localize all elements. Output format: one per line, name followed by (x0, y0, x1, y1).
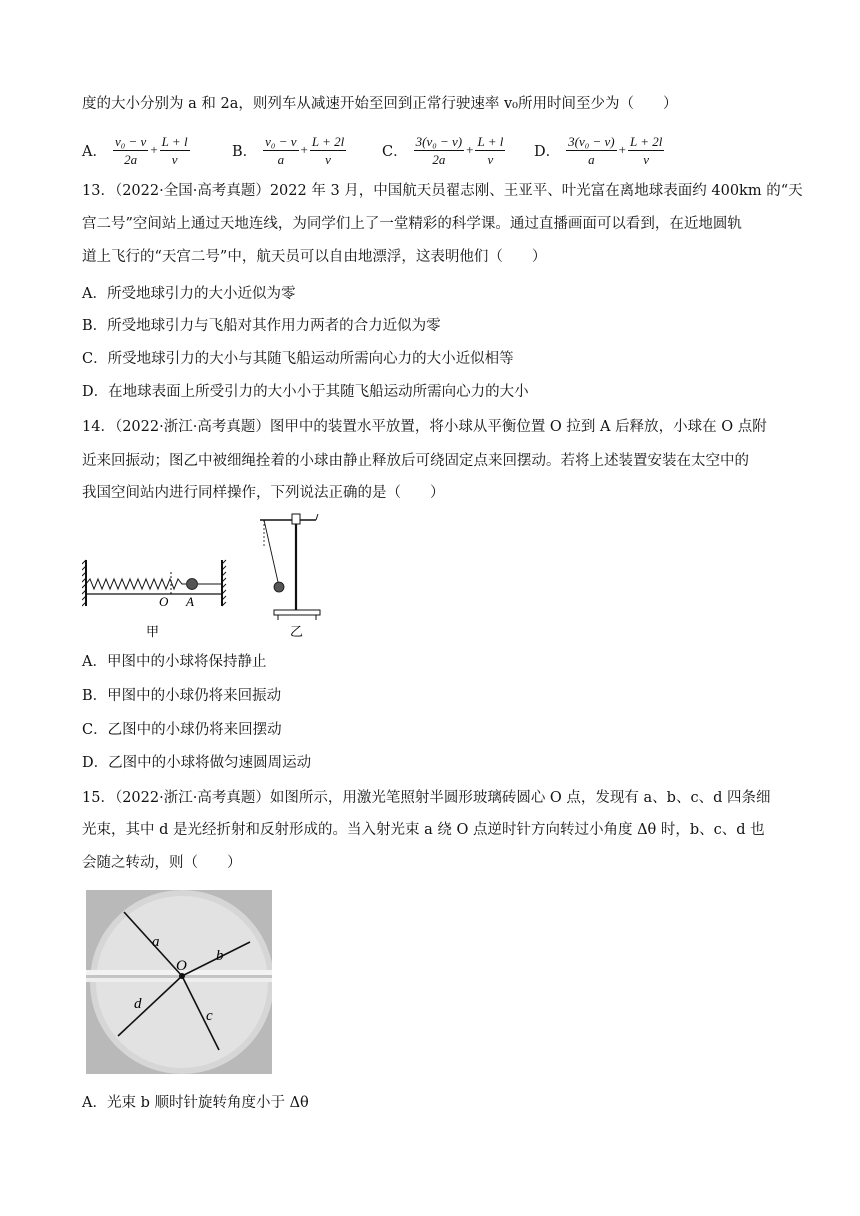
q12-stem-tail: 度的大小分别为 a 和 2a，则列车从减速开始至回到正常行驶速率 v₀所用时间至少为（ ） (82, 96, 678, 112)
q14-stem-line-3: 我国空间站内进行同样操作，下列说法正确的是（ ） (82, 485, 445, 501)
label-b: b (216, 948, 224, 964)
option-label: B． (232, 143, 258, 160)
q12-option-a[interactable]: A． $\frac{\text{v₀ − v}}{2a}$ + $\frac{L + l}{v}$ (82, 133, 188, 167)
q15-stem-line-1: 15．（2022·浙江·高考真题）如图所示，用激光笔照射半圆形玻璃砖圆心 O 点，发现有 a、b、c、d 四条细 (82, 790, 771, 806)
fraction: $\frac{L + 2l}{v}$ (629, 133, 663, 167)
q14-option-a[interactable]: A．甲图中的小球将保持静止 (82, 654, 267, 670)
q13-option-b[interactable]: B．所受地球引力与飞船对其作用力两者的合力近似为零 (82, 318, 441, 334)
label-o: O (176, 958, 187, 974)
q12-option-d[interactable]: D． $\frac{\text{3(v₀ − v)}}{a}$ + $\frac{L + 2l}{v}$ (534, 133, 663, 167)
q15-option-a[interactable]: A．光束 b 顺时针旋转角度小于 Δθ (82, 1095, 309, 1111)
q14-stem-line-2: 近来回振动；图乙中被细绳拴着的小球由静止释放后可绕固定点来回摆动。若将上述装置安装在太空中的 (82, 453, 749, 469)
label-a: a (152, 934, 160, 950)
q12-option-b[interactable]: B． $\frac{\text{v₀ − v}}{a}$ + $\frac{L + 2l}{v}$ (232, 133, 345, 167)
option-label: D． (534, 143, 561, 160)
q12-option-c[interactable]: C． $\frac{\text{3(v₀ − v)}}{2a}$ + $\frac{L + l}{v}$ (382, 133, 504, 167)
fraction: $\frac{\text{3(v₀ − v)}}{2a}$ (415, 133, 463, 167)
fraction: $\frac{L + l}{v}$ (477, 133, 504, 167)
label-c: c (206, 1008, 213, 1024)
option-label: C． (382, 143, 408, 160)
q14-option-c[interactable]: C．乙图中的小球仍将来回摆动 (82, 722, 282, 738)
q15-glass-photo (86, 890, 272, 1074)
label-a: A (186, 594, 194, 609)
q15-stem-line-2: 光束，其中 d 是光经折射和反射形成的。当入射光束 a 绕 O 点逆时针方向转过小角度 Δθ 时，b、c、d 也 (82, 822, 765, 838)
q13-stem-line-3: 道上飞行的“天宫二号”中，航天员可以自由地漂浮，这表明他们（ ） (82, 249, 547, 265)
fraction: $\frac{\text{3(v₀ − v)}}{a}$ (568, 133, 615, 167)
q13-stem-line-2: 宫二号”空间站上通过天地连线，为同学们上了一堂精彩的科学课。通过直播画面可以看到，在近地圆轨 (82, 216, 742, 232)
spring-oscillator-diagram (82, 560, 226, 639)
q13-option-d[interactable]: D．在地球表面上所受引力的大小小于其随飞船运动所需向心力的大小 (82, 384, 529, 400)
fraction: $\frac{\text{v₀ − v}}{a}$ (265, 133, 297, 167)
q13-stem-line-1: 13．（2022·全国·高考真题）2022 年 3 月，中国航天员翟志刚、王亚平、叶光富在离地球表面约 400km 的“天 (82, 183, 803, 199)
label-d: d (134, 996, 142, 1012)
q14-option-b[interactable]: B．甲图中的小球仍将来回振动 (82, 688, 282, 704)
option-label: A． (82, 143, 107, 160)
q14-stem-line-1: 14．（2022·浙江·高考真题）图甲中的装置水平放置，将小球从平衡位置 O 拉到 A 后释放，小球在 O 点附 (82, 419, 767, 435)
fraction: $\frac{\text{v₀ − v}}{2a}$ (114, 133, 147, 167)
q14-option-d[interactable]: D．乙图中的小球将做匀速圆周运动 (82, 755, 312, 771)
q14-figure (82, 508, 342, 644)
fraction: $\frac{L + l}{v}$ (161, 133, 188, 167)
label-yi: 乙 (290, 624, 304, 639)
q12-options (82, 128, 782, 172)
q13-option-c[interactable]: C．所受地球引力的大小与其随飞船运动所需向心力的大小近似相等 (82, 351, 514, 367)
q15-stem-line-3: 会随之转动，则（ ） (82, 855, 242, 871)
pendulum-diagram (258, 512, 320, 639)
q13-option-a[interactable]: A．所受地球引力的大小近似为零 (82, 286, 296, 302)
label-o: O (159, 594, 169, 609)
label-jia: 甲 (146, 624, 160, 639)
fraction: $\frac{L + 2l}{v}$ (311, 133, 345, 167)
